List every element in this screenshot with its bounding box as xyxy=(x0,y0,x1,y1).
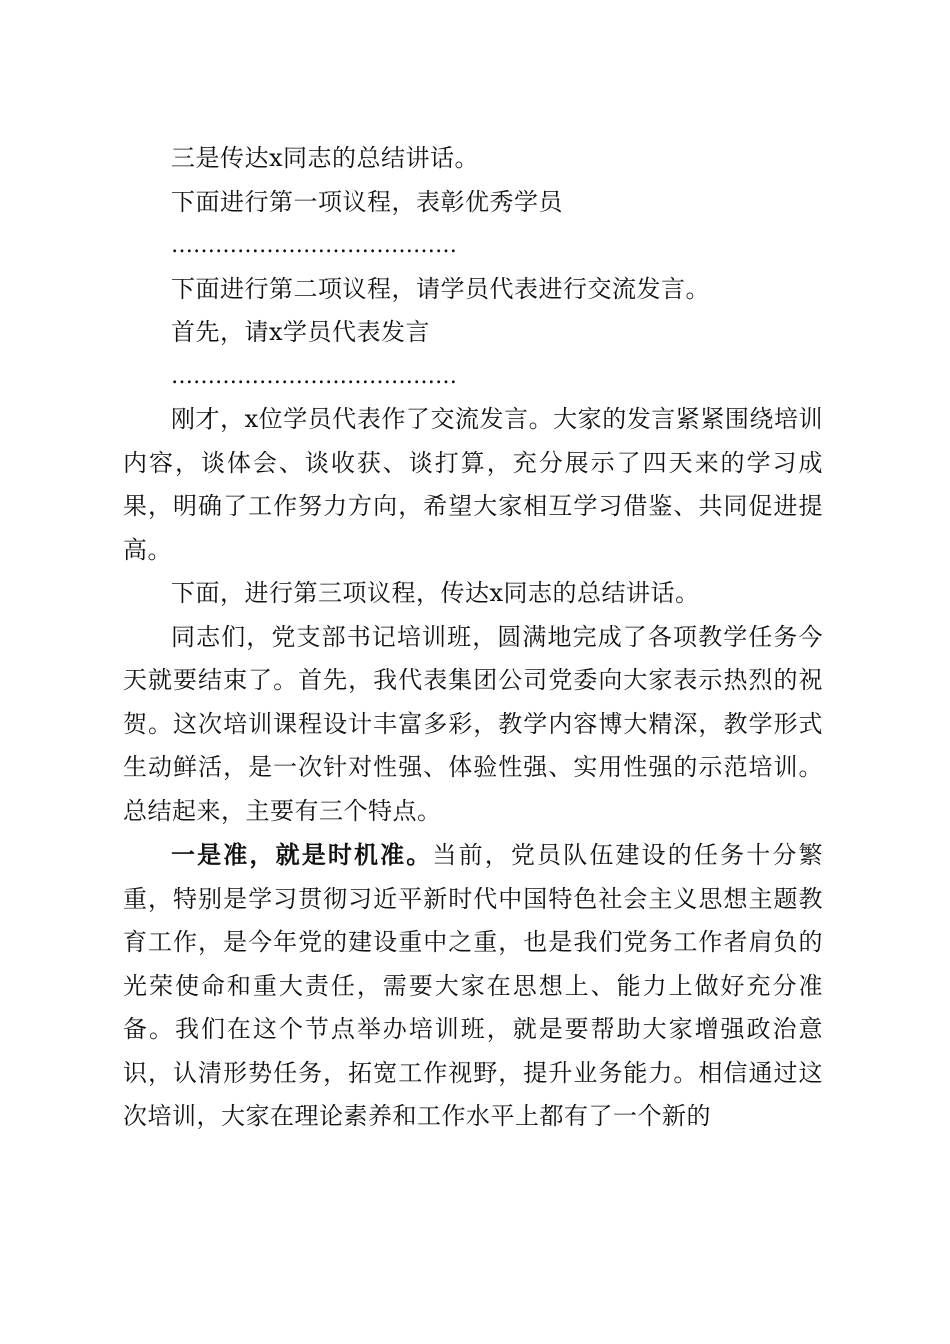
document-body xyxy=(123,137,823,1139)
first-speaker-line: 首先，请x学员代表发言 xyxy=(171,318,431,346)
point-one-paragraph xyxy=(123,833,823,1139)
point-one-heading: 一是准，就是时机准。 xyxy=(171,840,433,869)
item-three-line: 三是传达x同志的总结讲话。 xyxy=(171,144,480,172)
speech-paragraph: 同志们，党支部书记培训班，圆满地完成了各项教学任务今天就要结束了。首先，我代表集团公司党委向大家表示热烈的祝贺。这次培训课程设计丰富多彩，教学内容博大精深，教学形式生动鲜活，是一次针对性强、体验性强、实用性强的示范培训。总结起来，主要有三个特点。 xyxy=(123,622,823,825)
agenda-two-line: 下面进行第二项议程，请学员代表进行交流发言。 xyxy=(171,274,710,303)
point-one-body: 当前，党员队伍建设的任务十分繁重，特别是学习贯彻习近平新时代中国特色社会主义思想主题教育工作，是今年党的建设重中之重，也是我们党务工作者肩负的光荣使命和重大责任，需要大家在思想上、能力上做好充分准备。我们在这个节点举办培训班，就是要帮助大家增强政治意识，认清形势任务，拓宽工作视野，提升业务能力。相信通过这次培训，大家在理论素养和工作水平上都有了一个新的 xyxy=(123,841,824,1130)
ellipsis-two: ………………………………… xyxy=(171,363,457,389)
agenda-one-line: 下面进行第一项议程，表彰优秀学员 xyxy=(171,187,563,216)
agenda-three-line: 下面，进行第三项议程，传达x同志的总结讲话。 xyxy=(171,579,700,607)
ellipsis-one: ………………………………… xyxy=(171,233,457,258)
summary-paragraph: 刚才，x位学员代表作了交流发言。大家的发言紧紧围绕培训内容，谈体会、谈收获、谈打算，充分展示了四天来的学习成果，明确了工作努力方向，希望大家相互学习借鉴、共同促进提高。 xyxy=(123,405,823,564)
